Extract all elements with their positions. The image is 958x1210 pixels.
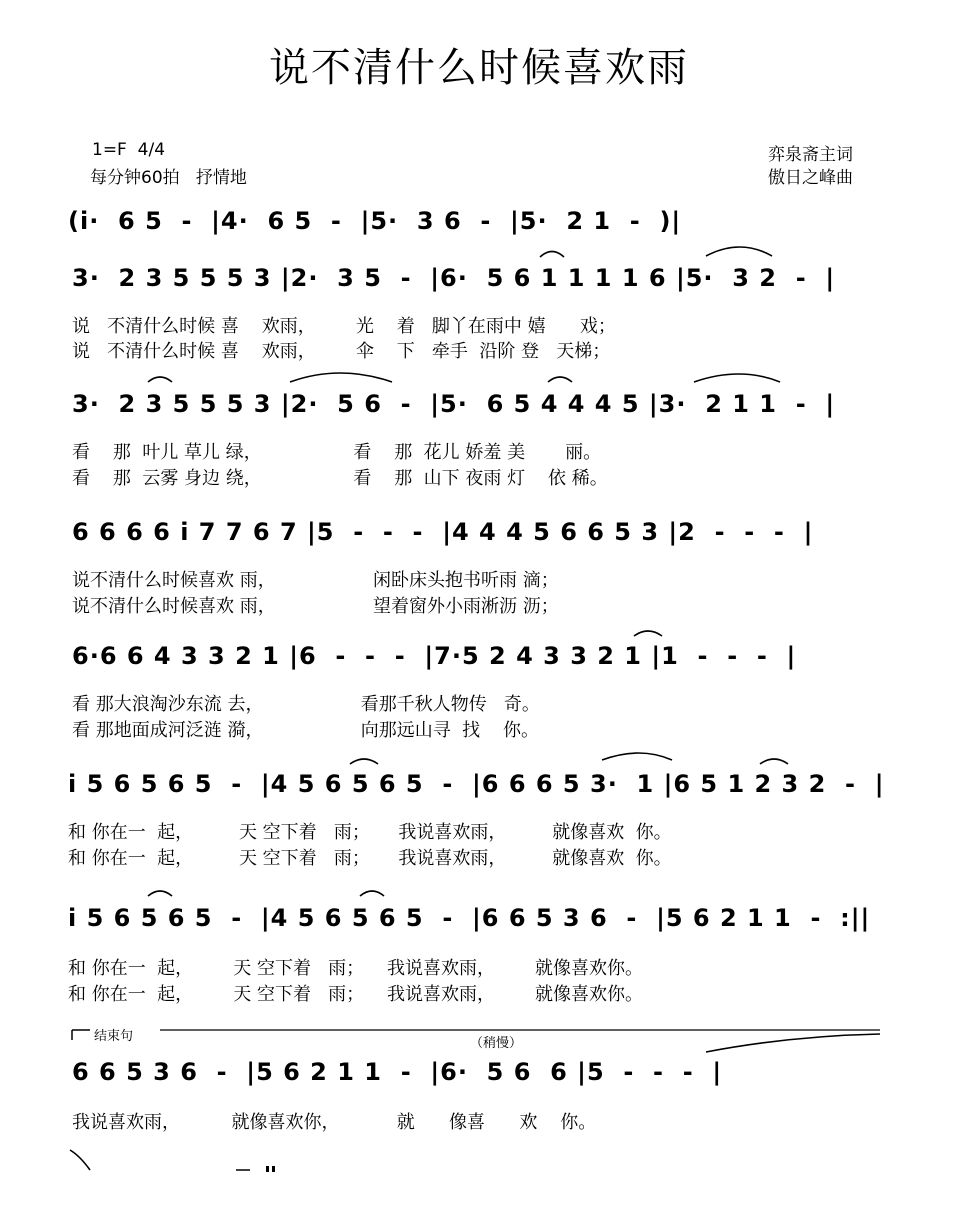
lyric-line: 和 你在一 起， 天 空下着 雨； 我说喜欢雨， 就像喜欢你。 [68, 958, 644, 979]
notation-line: 6 6 6 6 i 7 7 6 7 |5 - - - |4 4 4 5 6 6 5 3 |2 - - - | [72, 518, 814, 546]
notation-line: (i· 6 5 - |4· 6 5 - |5· 3 6 - |5· 2 1 - )| [68, 207, 682, 235]
lyric-line: 看 那 叶儿 草儿 绿， 看 那 花儿 娇羞 美 丽。 [72, 442, 602, 463]
lyric-line: 说不清什么时候喜欢 雨， 望着窗外小雨淅沥 沥； [72, 596, 559, 617]
lyric-line: 我说喜欢雨， 就像喜欢你， 就 像喜 欢 你。 [72, 1112, 597, 1133]
composer: 傲日之峰曲 [768, 168, 853, 188]
tempo-change: （稍慢） [470, 1036, 523, 1051]
notation-line: 3· 2 3 5 5 5 3 |2· 3 5 - |6· 5 6 1 1 1 1 6 |5· 3 2 - | [72, 264, 836, 292]
notation-line: 6 6 5 3 6 - |5 6 2 1 1 - |6· 5 6 6 |5 - - - | [72, 1058, 723, 1086]
lyric-line: 和 你在一 起， 天 空下着 雨； 我说喜欢雨， 就像喜欢你。 [68, 984, 644, 1005]
ending-label: 结束句 [94, 1029, 134, 1044]
key-signature: 1=F 4/4 [92, 140, 166, 160]
lyric-line: 看 那 云雾 身边 绕， 看 那 山下 夜雨 灯 依 稀。 [72, 468, 608, 489]
lyric-line: 看 那地面成河泛涟 漪， 向那远山寻 找 你。 [72, 720, 540, 741]
notation-line: 6·6 6 4 3 3 2 1 |6 - - - |7·5 2 4 3 3 2 1 |1 - - - | [72, 642, 797, 670]
notation-line: i 5 6 5 6 5 - |4 5 6 5 6 5 - |6 6 6 5 3· 1 |6 5 1 2 3 2 - | [68, 770, 885, 798]
lyric-line: 说 不清什么时候 喜 欢雨， 光 着 脚丫在雨中 嬉 戏； [72, 316, 616, 337]
lyric-line: 和 你在一 起， 天 空下着 雨； 我说喜欢雨， 就像喜欢 你。 [68, 848, 672, 869]
lyric-line: 看 那大浪淘沙东流 去， 看那千秋人物传 奇。 [72, 694, 540, 715]
lyric-line: 和 你在一 起， 天 空下着 雨； 我说喜欢雨， 就像喜欢 你。 [68, 822, 672, 843]
lyric-line: 说 不清什么时候 喜 欢雨， 伞 下 牵手 沿阶 登 天梯； [72, 341, 611, 362]
page-title: 说不清什么时候喜欢雨 [269, 45, 689, 91]
notation-line: 3· 2 3 5 5 5 3 |2· 5 6 - |5· 6 5 4 4 4 5 |3· 2 1 1 - | [72, 390, 836, 418]
notation-line: i 5 6 5 6 5 - |4 5 6 5 6 5 - |6 6 5 3 6 - |5 6 2 1 1 - :|| [68, 904, 871, 932]
tempo-mood: 每分钟60拍 抒情地 [90, 168, 247, 188]
lyric-line: 说不清什么时候喜欢 雨， 闲卧床头抱书听雨 滴； [72, 570, 559, 591]
lyricist: 弈泉斋主词 [768, 145, 853, 165]
